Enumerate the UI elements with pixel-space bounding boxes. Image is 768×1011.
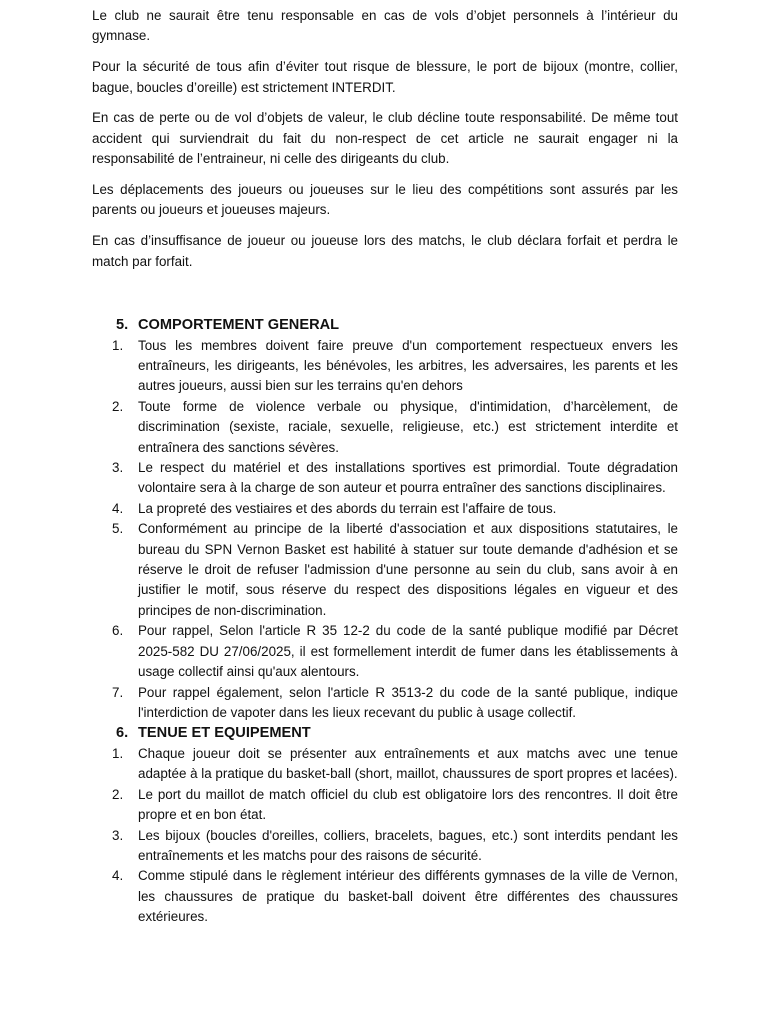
list-item — [112, 744, 678, 785]
list-item — [112, 519, 678, 621]
numbered-list — [112, 744, 678, 928]
item-number: 6. — [112, 623, 124, 639]
item-number: 5. — [112, 521, 124, 537]
item-number: 1. — [112, 337, 124, 353]
item-text: Conformément au principe de la liberté d'association et aux dispositions statutaires, le bureau du SPN Vernon Basket est habilité à statuer sur toute demande d'adhésion et se réserve le droit de refuser l'admission d'une personne au sein du club, sans avoir à en justifier le motif, sous réserve du respect des dispositions légales en vigueur et des principes de non-discrimination. — [138, 521, 678, 618]
list-item — [112, 866, 678, 927]
item-number: 2. — [112, 786, 124, 802]
item-number: 3. — [112, 460, 124, 476]
section-title: COMPORTEMENT GENERAL — [138, 317, 340, 333]
list-item — [112, 621, 678, 682]
section-tenue-equipement — [112, 723, 678, 927]
intro-paragraph: Le club ne saurait être tenu responsable en cas de vols d’objet personnels à l’intérieur du gymnase. — [92, 8, 678, 44]
section-comportement-general — [112, 315, 678, 723]
item-number: 2. — [112, 398, 124, 414]
list-item — [112, 336, 678, 397]
section-heading — [112, 315, 678, 336]
intro-paragraph: Pour la sécurité de tous afin d’éviter tout risque de blessure, le port de bijoux (montre, collier, bague, boucles d’oreille) est strictement INTERDIT. — [92, 59, 678, 95]
item-number: 4. — [112, 868, 124, 884]
item-text: La propreté des vestiaires et des abords du terrain est l'affaire de tous. — [138, 500, 557, 516]
item-text: Toute forme de violence verbale ou physique, d'intimidation, d’harcèlement, de discrimination (sexiste, raciale, sexuelle, religieuse, etc.) est strictement interdite et entraînera des sanctions sévères. — [138, 398, 678, 455]
section-number: 6. — [116, 725, 129, 742]
item-text: Pour rappel également, selon l'article R 3513-2 du code de la santé publique, indique l'interdiction de vapoter dans les lieux recevant du public à usage collectif. — [138, 684, 678, 720]
intro-paragraph: En cas de perte ou de vol d’objets de valeur, le club décline toute responsabilité. De même tout accident qui surviendrait du fait du non-respect de cet article ne saurait engager ni la responsabilité de l’entraineur, ni celle des dirigeants du club. — [92, 110, 678, 167]
list-item — [112, 397, 678, 458]
item-text: Le respect du matériel et des installations sportives est primordial. Toute dégradation volontaire sera à la charge de son auteur et pourra entraîner des sanctions disciplinaires. — [138, 460, 678, 496]
item-number: 1. — [112, 745, 124, 761]
intro-paragraph: En cas d’insuffisance de joueur ou joueuse lors des matchs, le club déclara forfait et perdra le match par forfait. — [92, 233, 678, 269]
rules-sections — [112, 315, 678, 928]
list-item — [112, 499, 678, 519]
numbered-list — [112, 336, 678, 724]
item-text: Tous les membres doivent faire preuve d'un comportement respectueux envers les entraîneurs, les dirigeants, les bénévoles, les arbitres, les adversaires, les parents et les autres joueurs, aussi bien sur les terrains qu'en dehors — [138, 337, 678, 394]
intro-paragraph: Les déplacements des joueurs ou joueuses sur le lieu des compétitions sont assurés par les parents ou joueurs et joueuses majeurs. — [92, 182, 678, 218]
list-item — [112, 785, 678, 826]
item-number: 4. — [112, 500, 124, 516]
item-number: 3. — [112, 827, 124, 843]
section-number: 5. — [116, 317, 129, 333]
item-text: Comme stipulé dans le règlement intérieur des différents gymnases de la ville de Vernon, les chaussures de pratique du basket-ball doivent être différentes des chaussures extérieures. — [138, 868, 678, 925]
item-text: Les bijoux (boucles d'oreilles, colliers, bracelets, bagues, etc.) sont interdits pendant les entraînements et les matchs pour des raisons de sécurité. — [138, 827, 678, 863]
item-text: Chaque joueur doit se présenter aux entraînements et aux matchs avec une tenue adaptée à la pratique du basket-ball (short, maillot, chaussures de sport propres et lacées). — [138, 745, 678, 782]
list-item — [112, 826, 678, 867]
section-heading — [112, 723, 678, 744]
item-number: 7. — [112, 684, 124, 700]
list-item — [112, 683, 678, 724]
intro-text — [92, 6, 678, 282]
list-item — [112, 458, 678, 499]
section-title: TENUE ET EQUIPEMENT — [138, 725, 311, 742]
item-text: Pour rappel, Selon l'article R 35 12-2 du code de la santé publique modifié par Décret 2025-582 DU 27/06/2025, il est formellement interdit de fumer dans les établissements à usage collectif ainsi qu'aux alentours. — [138, 623, 678, 680]
item-text: Le port du maillot de match officiel du club est obligatoire lors des rencontres. Il doit être propre et en bon état. — [138, 786, 678, 823]
